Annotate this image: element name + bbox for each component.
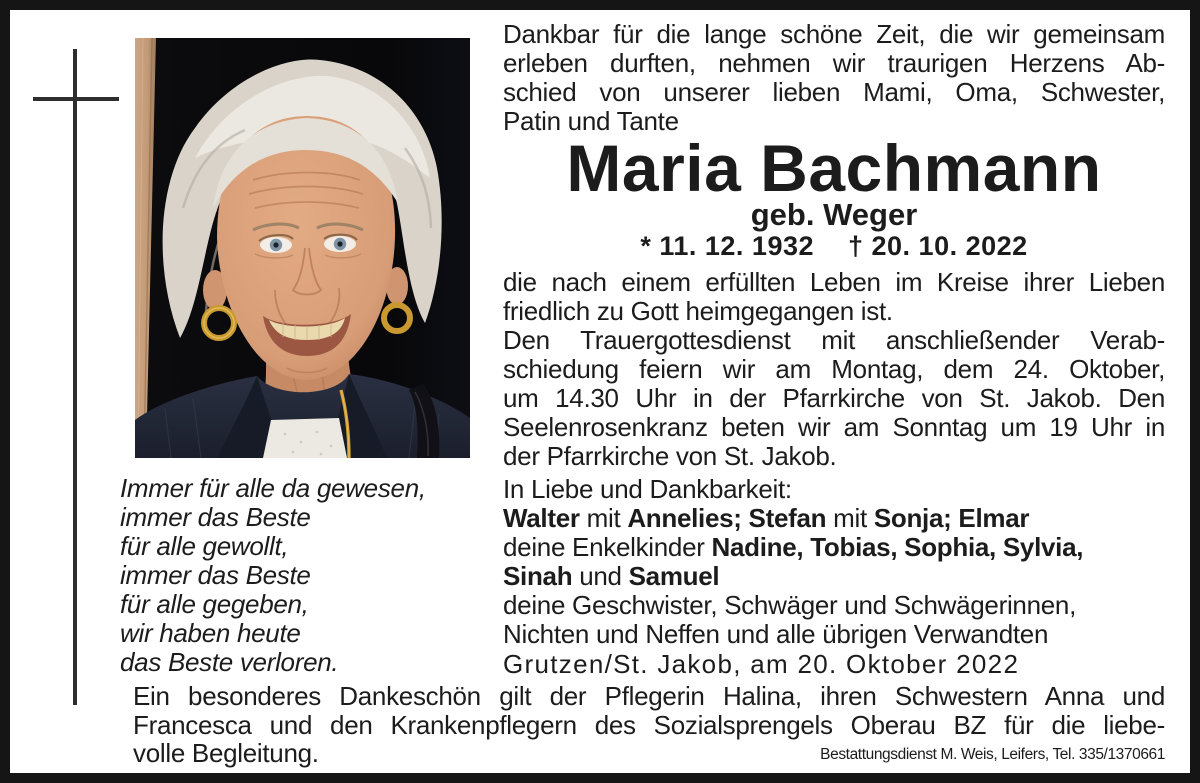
text-line: Ein besonderes Dankeschön gilt der Pflegerin Halina, ihren Schwestern Anna und (133, 681, 1165, 711)
notice-text-column (503, 20, 1165, 679)
text-line: wir haben heute (120, 618, 301, 648)
text-line: Dankbar für die lange schöne Zeit, die wir gemeinsam (503, 19, 1165, 49)
text-line: friedlich zu Gott heimgegangen ist. (503, 296, 893, 326)
cross-vertical-bar (73, 49, 77, 705)
text-line: die nach einem erfüllten Leben im Kreise ihrer Lieben (503, 267, 1165, 297)
mourning-family-list (503, 475, 1165, 649)
text-line: deine Enkelkinder Nadine, Tobias, Sophia, Sylvia, (503, 532, 1084, 562)
death-date: † 20. 10. 2022 (848, 231, 1028, 261)
funeral-announcement (503, 268, 1165, 471)
memorial-poem (120, 474, 485, 677)
birth-death-dates (503, 231, 1165, 261)
text-line: erleben durften, nehmen wir traurigen Herzens Ab- (503, 48, 1165, 78)
text-line: Francesca und den Krankenpflegern des Sozialsprengels Oberau BZ für die liebe- (133, 709, 1165, 740)
cross-horizontal-bar (33, 97, 119, 101)
deceased-name: Maria Bachmann (566, 131, 1102, 205)
text-line: für alle gegeben, (120, 589, 309, 619)
birth-date: * 11. 12. 1932 (640, 231, 814, 261)
text-line: der Pfarrkirche von St. Jakob. (503, 441, 837, 471)
intro-paragraph (503, 20, 1165, 136)
text-line: In Liebe und Dankbarkeit: (503, 474, 792, 504)
text-line: Patin und Tante (503, 106, 679, 136)
text-line: deine Geschwister, Schwäger und Schwägerinnen, (503, 590, 1076, 620)
funeral-service-credit: Bestattungsdienst M. Weis, Leifers, Tel. 335/1370661 (820, 746, 1165, 763)
text-line: schied von unserer lieben Mami, Oma, Schwester, (503, 77, 1165, 107)
maiden-name: geb. Weger (750, 197, 918, 232)
text-line: immer das Beste (120, 560, 311, 590)
text-line: schiedung feiern wir am Montag, dem 24. Oktober, (503, 354, 1165, 384)
text-line: um 14.30 Uhr in der Pfarrkirche von St. Jakob. Den (503, 383, 1165, 413)
text-line: Immer für alle da gewesen, (120, 473, 426, 503)
text-line: Walter mit Annelies; Stefan mit Sonja; Elmar (503, 503, 1030, 533)
text-line: volle Begleitung. (133, 738, 319, 768)
text-line: für alle gewollt, (120, 531, 289, 561)
text-line: Seelenrosenkranz beten wir am Sonntag um 19 Uhr in (503, 412, 1165, 442)
text-line: Den Trauergottesdienst mit anschließender Verab- (503, 325, 1165, 355)
place-and-date: Grutzen/St. Jakob, am 20. Oktober 2022 (503, 649, 1020, 679)
text-line: Sinah und Samuel (503, 561, 720, 591)
text-line: das Beste verloren. (120, 647, 339, 677)
portrait-photo (135, 38, 470, 458)
text-line: Nichten und Neffen und alle übrigen Verwandten (503, 619, 1049, 649)
text-line: immer das Beste (120, 502, 311, 532)
